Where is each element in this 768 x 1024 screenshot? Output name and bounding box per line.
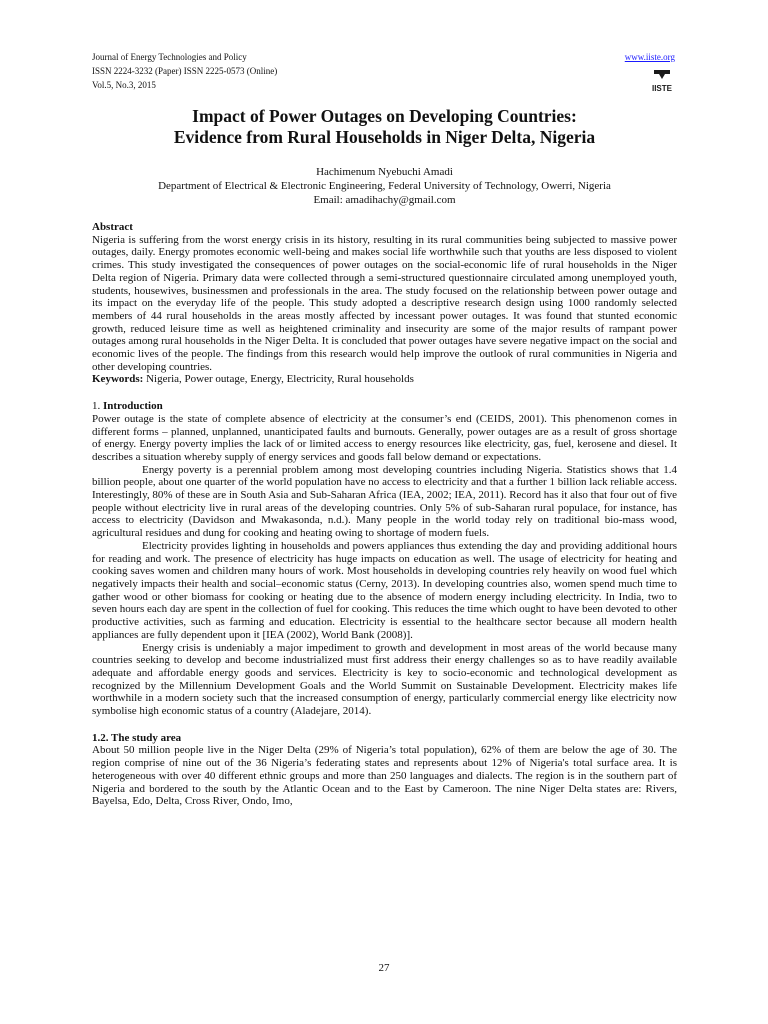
author-email: Email: amadihachy@gmail.com <box>313 194 456 206</box>
abstract-heading: Abstract <box>92 221 133 233</box>
journal-volume: Vol.5, No.3, 2015 <box>92 80 156 90</box>
intro-paragraph-2: Energy poverty is a perennial problem among most developing countries including Nigeria. Statistics shows that 1.4 billion people, about one quarter of the world population have no access to electricity and that a further 1 billion lack reliable access. Interestingly, 80% of these are in South Asia and Sub-Saharan Africa (IEA, 2002; IEA, 2011). Record has it also that four out of five people without electricity live in rural areas of the developing countries. Only 5% of sub-Saharan rural populace, for instance, has access to electricity (Davidson and Mwakasonda, n.d.). Many people in the world today rely on traditional bio-mass wood, agricultural residues and dung for cooking and heating owing to shortage of modern fuels. <box>92 463 677 540</box>
study-area-text: About 50 million people live in the Niger Delta (29% of Nigeria’s total population), 62% of them are below the age of 30. The region comprise of nine out of the 36 Nigeria’s federating states and represents about 12% of Nigeria's total surface area. It is heterogeneous with over 40 different ethnic groups and more than 250 languages and dialects. The region is in the southern part of Nigeria and bordered to the south by the Atlantic Ocean and to the East by Cameroon. The nine Niger Delta states are: Rivers, Bayelsa, Edo, Delta, Cross River, Ondo, Imo, <box>92 744 677 808</box>
section-title: Introduction <box>100 400 163 413</box>
intro-paragraph-1: Power outage is the state of complete absence of electricity at the consumer’s end (CEIDS, 2001). This phenomenon comes in different forms – planned, unplanned, unanticipated faults and burnouts. Generally, power outages are as a result of gross shortage of energy. Energy poverty implies the lack of or limited access to energy resources like electricity, gas, fuel, kerosene and diesel. It describes a situation whereby supply of energy services and goods fall below demand or expectations. <box>92 412 677 463</box>
abstract-text: Nigeria is suffering from the worst energy crisis in its history, resulting in its rural communities being subjected to massive power outages, daily. Energy promotes economic well-being and makes social life worthwhile such that youths are less disposed to violent crimes. This study investigated the consequences of power outages on the social-economic life of rural households in the Niger Delta region of Nigeria. Primary data were collected through a semi-structured questionnaire circulated among unemployed youth, students, housewives, businessmen and professionals in the area. The study focused on the relationship between power outage and its impact on the everyday life of the people. This study adopted a descriptive research design using 1000 randomly selected members of 44 rural households in the areas mostly affected by incessant power outages. It was found that stunted economic growth, reduced leisure time as well as heightened criminality and insecurity are some of the major results of rampant power outages among rural households in the Niger Delta. It is concluded that power outages have severe negative impact on the social and economic lives of the people. The findings from this research would help improve the outlook of rural communities in Nigeria and other developing countries. <box>92 233 677 373</box>
keywords-list: Nigeria, Power outage, Energy, Electricity, Rural households <box>143 373 414 386</box>
journal-url-link[interactable]: www.iiste.org <box>624 52 675 62</box>
author-name: Hachimenum Nyebuchi Amadi <box>316 166 453 178</box>
page-number: 27 <box>378 962 390 974</box>
keywords-label: Keywords: <box>92 373 144 386</box>
logo-text: IISTE <box>651 84 673 93</box>
journal-issn: ISSN 2224-3232 (Paper) ISSN 2225-0573 (Online) <box>92 66 278 76</box>
title-line-2: Evidence from Rural Households in Niger Delta, Nigeria <box>173 127 596 147</box>
title-line-1: Impact of Power Outages on Developing Countries: <box>192 106 577 126</box>
keywords-line <box>92 373 677 386</box>
paper-body <box>92 221 677 808</box>
intro-paragraph-4: Energy crisis is undeniably a major impediment to growth and development in most areas of the world because many countries seeking to develop and become industrialized must first address their energy challenges so as to have readily available adequate and affordable energy goods and services. Electricity is key to socio-economic and technological development as recognized by the Millennium Development Goals and the World Summit on Sustainable Development. Electricity makes life worthwhile in a modern society such that the increased consumption of energy, particularly commercial energy like electricity now symbolise high economic status of a country (Aladejare, 2014). <box>92 641 677 718</box>
journal-header <box>92 50 677 98</box>
paper-title <box>92 106 677 148</box>
iiste-logo <box>651 70 673 94</box>
journal-name: Journal of Energy Technologies and Policy <box>92 52 247 62</box>
author-block <box>92 165 677 207</box>
section-number: 1. <box>92 400 101 413</box>
study-area-heading: 1.2. The study area <box>92 731 182 744</box>
introduction-heading <box>92 400 677 413</box>
author-affiliation: Department of Electrical & Electronic Engineering, Federal University of Technology, Owerri, Nigeria <box>158 180 611 192</box>
intro-paragraph-3: Electricity provides lighting in households and powers appliances thus extending the day and providing additional hours for reading and work. The presence of electricity has huge impacts on education as well. The usage of electricity for heating and cooking saves women and children many hours of work. Most households in developing countries rely heavily on wood fuel which negatively impacts their health and social–economic status (Cerny, 2013). In developing countries also, women spend much time to gather wood or other biomass for cooking or heating due to the absence of modern energy including electricity. In India, two to seven hours each day are spent in the collection of fuel for cooking. This reduces the time which ought to have been devoted to other productive activities, such as farming and education. Electricity is essential to the healthcare sector because all modern health appliances are fully dependent upon it [IEA (2002), World Bank (2008)]. <box>92 539 677 641</box>
